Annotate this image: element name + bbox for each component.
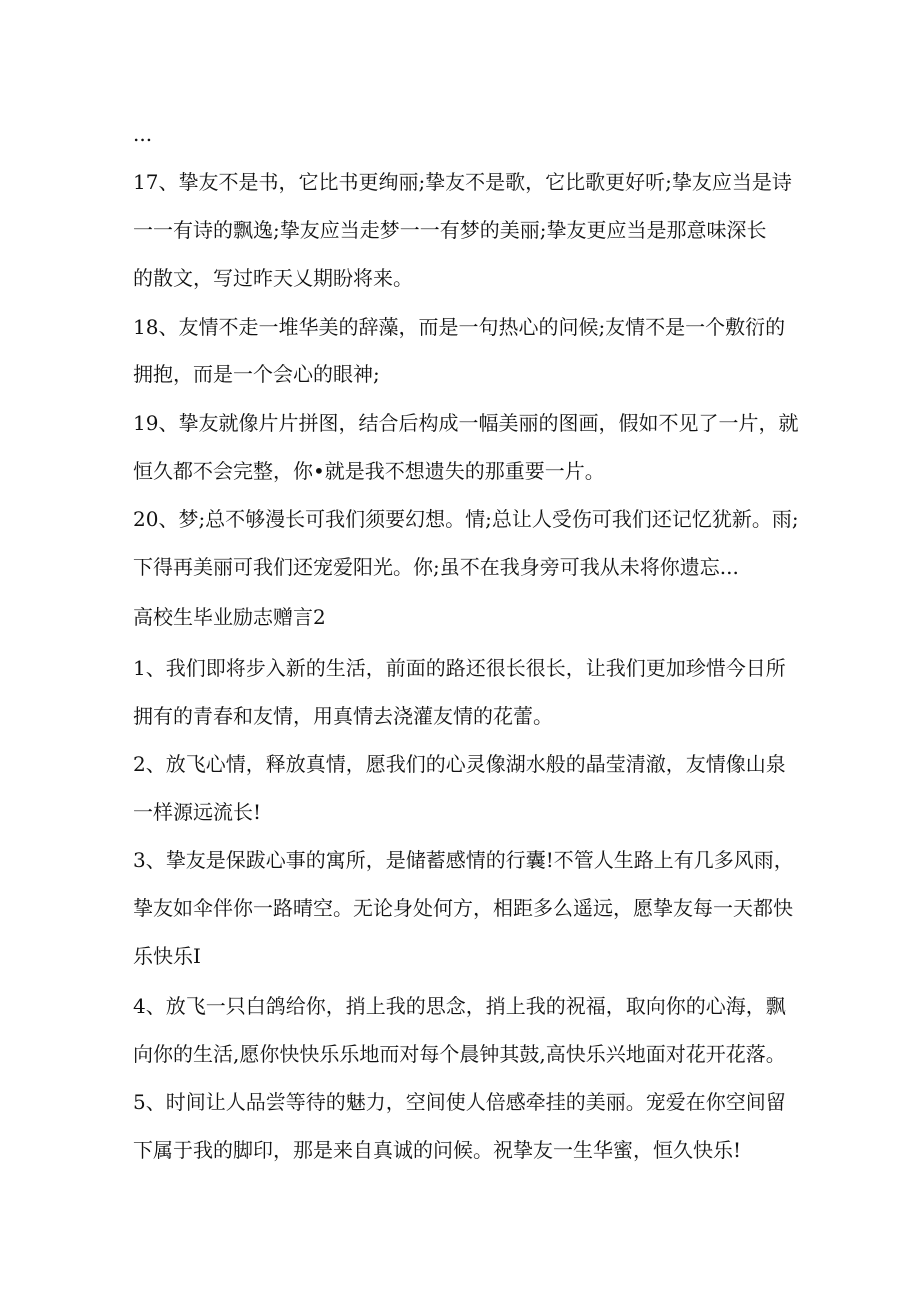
text-line: 挚友如伞伴你一路晴空。无论身处何方，相距多么遥远，愿挚友每一天都快 <box>133 896 793 920</box>
text-line: 乐快乐I <box>133 944 201 968</box>
text-line: ... <box>133 122 153 146</box>
text-line: 下得再美丽可我们还宠爱阳光。你;虽不在我身旁可我从未将你遗忘... <box>133 555 739 579</box>
text-line: 下属于我的脚印，那是来自真诚的问候。祝挚友一生华蜜，恒久快乐! <box>133 1138 742 1162</box>
text-line: 向你的生活,愿你快快乐乐地而对每个晨钟其鼓,高快乐兴地面对花开花落。 <box>133 1042 786 1066</box>
text-line: 2、放飞心情，释放真情，愿我们的心灵像湖水般的晶莹清澈，友情像山泉 <box>133 752 786 776</box>
text-line: 17、挚友不是书，它比书更绚丽;挚友不是歌，它比歌更好听;挚友应当是诗 <box>133 170 792 194</box>
text-line: 的散文，写过昨天乂期盼将来。 <box>133 266 413 290</box>
text-line: 1、我们即将步入新的生活，前面的路还很长很长，让我们更加珍惜今日所 <box>133 656 786 680</box>
text-line: 拥抱，而是一个会心的眼神; <box>133 362 380 386</box>
text-line: 一样源远流长! <box>133 800 262 824</box>
text-line: 18、友情不走一堆华美的辞藻，而是一句热心的问候;友情不是一个敷衍的 <box>133 315 786 339</box>
section-heading: 高校生毕业励志赠言2 <box>133 605 326 629</box>
text-line: 19、挚友就像片片拼图，结合后构成一幅美丽的图画，假如不见了一片，就 <box>133 411 799 435</box>
text-line: 拥有的青春和友情，用真情去浇灌友情的花蕾。 <box>133 704 553 728</box>
text-line: 5、时间让人品尝等待的魅力，空间使人倍感牵挂的美丽。宠爱在你空间留 <box>133 1090 786 1114</box>
text-line: 20、梦;总不够漫长可我们须要幻想。情;总让人受伤可我们还记忆犹新。雨; <box>133 507 799 531</box>
text-line: 3、挚友是保跋心事的寓所，是储蓄感情的行囊!不管人生路上有几多风雨， <box>133 848 794 872</box>
text-line: 4、放飞一只白鸽给你，捎上我的思念，捎上我的祝福，取向你的心海，飘 <box>133 994 786 1018</box>
text-line: 一一有诗的飘逸;挚友应当走梦一一有梦的美丽;挚友更应当是那意味深长 <box>133 218 767 242</box>
text-line: 恒久都不会完整，你•就是我不想遗失的那重要一片。 <box>133 459 605 483</box>
